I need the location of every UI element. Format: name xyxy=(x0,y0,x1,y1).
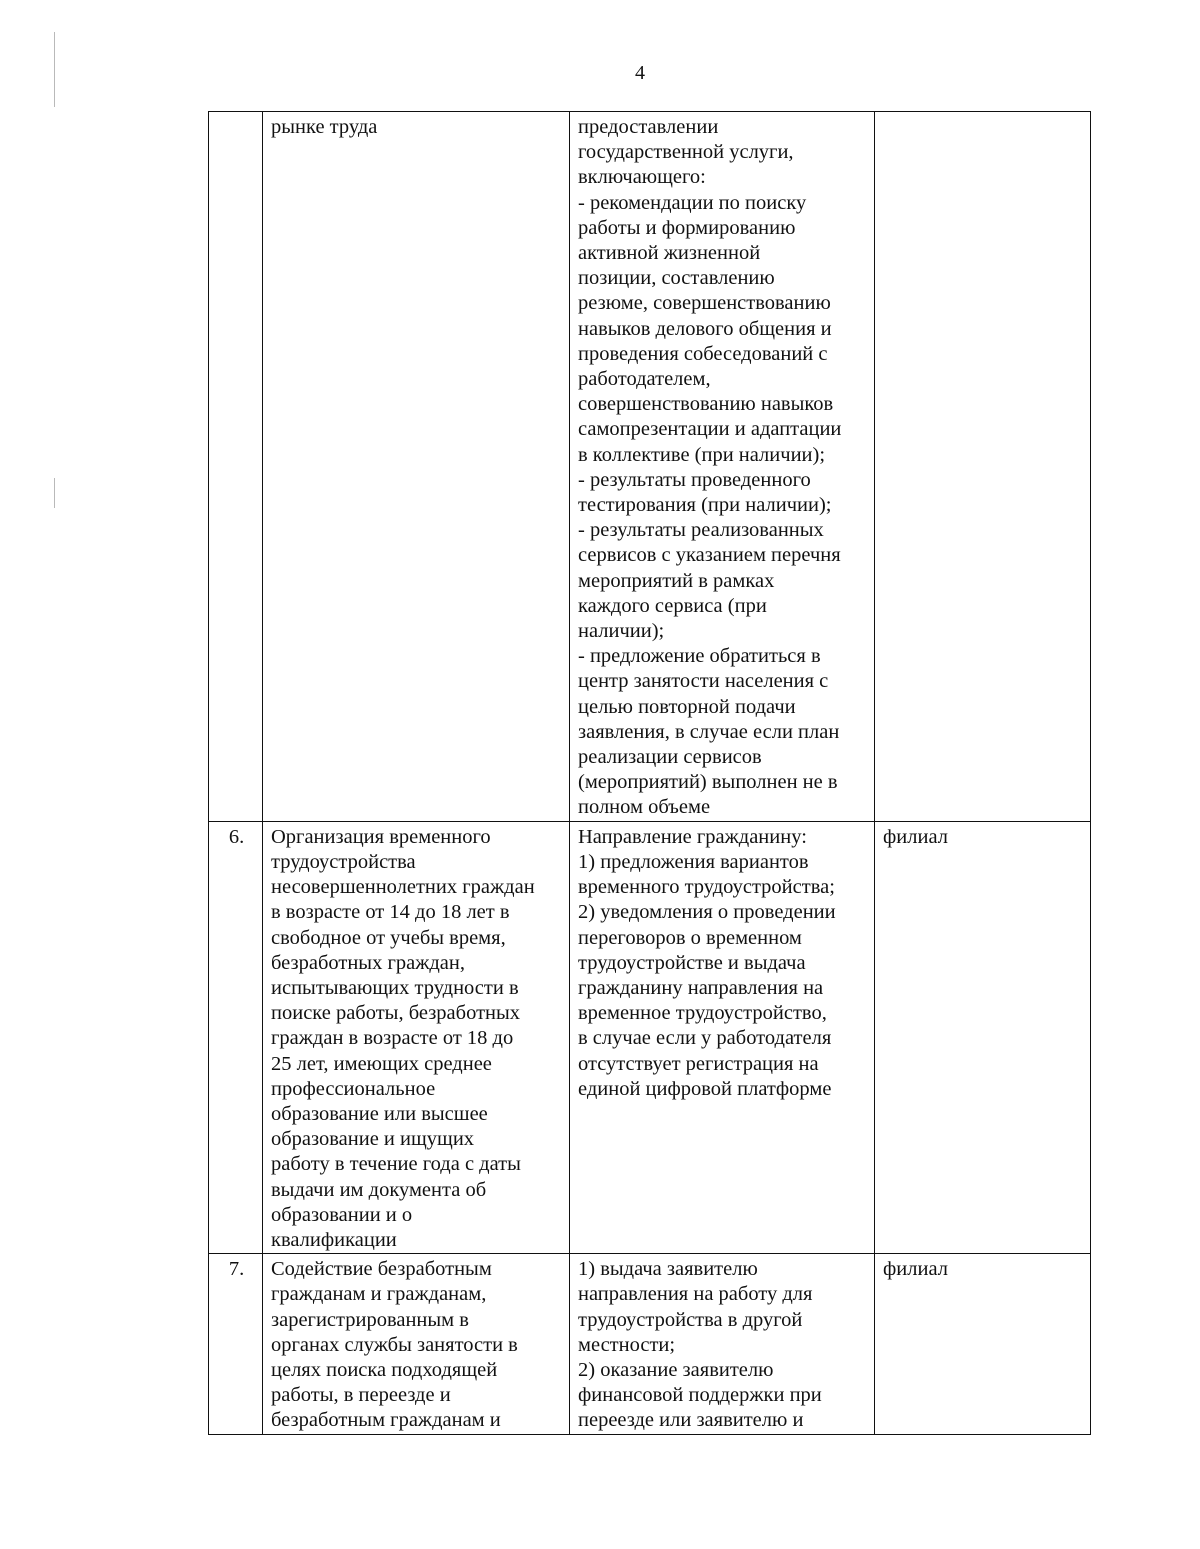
service-name-cell: Содействие безработным гражданам и гражданам, зарегистрированным в органах службы занятости в целях поиска подходящей работы, в переезде и безработным гражданам и xyxy=(263,1254,570,1434)
row-number: 7. xyxy=(209,1254,263,1434)
row-number xyxy=(209,112,263,822)
row-number: 6. xyxy=(209,821,263,1253)
services-table xyxy=(208,111,1091,1435)
service-result-cell: 1) выдача заявителю направления на работу для трудоустройства в другой местности; 2) оказание заявителю финансовой поддержки при переезде или заявителю и xyxy=(570,1254,875,1434)
service-name-cell: Организация временного трудоустройства несовершеннолетних граждан в возрасте от 14 до 18 лет в свободное от учебы время, безработных граждан, испытывающих трудности в поиске работы, безработных граждан в возрасте от 18 до 25 лет, имеющих среднее профессиональное образование или высшее образование и ищущих работу в течение года с даты выдачи им документа об образовании и о квалификации xyxy=(263,821,570,1253)
executor-cell: филиал xyxy=(875,821,1091,1253)
executor-cell: филиал xyxy=(875,1254,1091,1434)
executor-cell xyxy=(875,112,1091,822)
table-row xyxy=(209,821,1091,1253)
page-number: 4 xyxy=(635,62,645,84)
table-row xyxy=(209,1254,1091,1434)
scan-edge-mark xyxy=(54,478,55,508)
table-row xyxy=(209,112,1091,822)
service-result-cell: Направление гражданину: 1) предложения вариантов временного трудоустройства; 2) уведомления о проведении переговоров о временном трудоустройстве и выдача гражданину направления на временное трудоустройство, в случае если у работодателя отсутствует регистрация на единой цифровой платформе xyxy=(570,821,875,1253)
service-name-cell: рынке труда xyxy=(263,112,570,822)
service-result-cell: предоставлении государственной услуги, включающего: - рекомендации по поиску работы и формированию активной жизненной позиции, составлению резюме, совершенствованию навыков делового общения и проведения собеседований с работодателем, совершенствованию навыков самопрезентации и адаптации в коллективе (при наличии); - результаты проведенного тестирования (при наличии); - результаты реализованных сервисов с указанием перечня мероприятий в рамках каждого сервиса (при наличии); - предложение обратиться в центр занятости населения с целью повторной подачи заявления, в случае если план реализации сервисов (мероприятий) выполнен не в полном объеме xyxy=(570,112,875,822)
